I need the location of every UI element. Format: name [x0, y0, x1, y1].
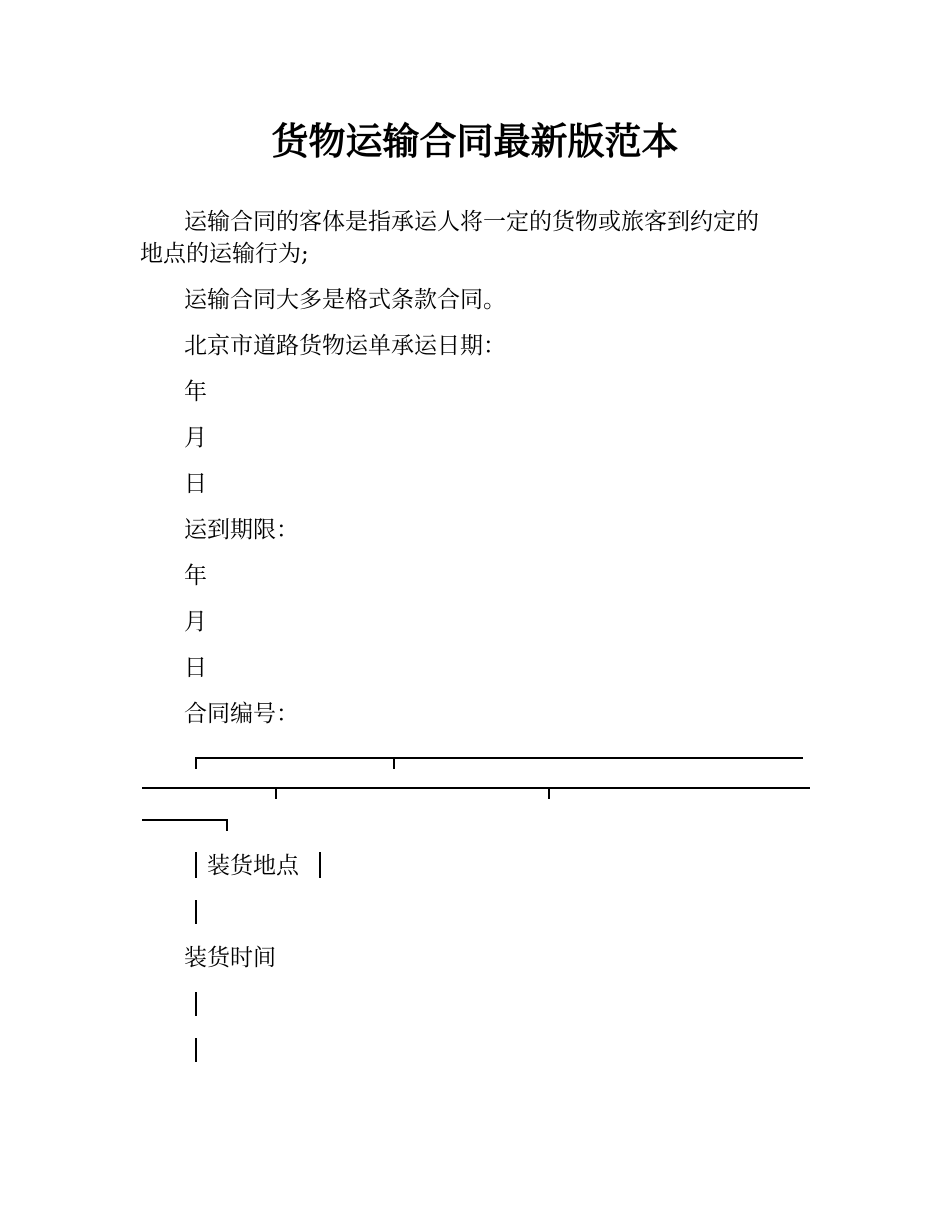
format-clause-paragraph: 运输合同大多是格式条款合同。: [184, 287, 506, 313]
cell-left-bar: [195, 852, 197, 878]
contract-number-label: 合同编号：: [184, 701, 299, 727]
deadline-label: 运到期限：: [184, 517, 299, 543]
table-bar-3: [195, 1038, 197, 1062]
day-label-1: 日: [184, 471, 207, 497]
waybill-date-label: 北京市道路货物运单承运日期：: [184, 333, 506, 359]
table-bar-1: [195, 900, 197, 924]
day-label-2: 日: [184, 655, 207, 681]
intro-paragraph-line-1: 运输合同的客体是指承运人将一定的货物或旅客到约定的: [184, 209, 759, 235]
border-corner-left: [195, 757, 197, 769]
loading-time-label: 装货时间: [184, 945, 276, 971]
border-corner-right: [226, 819, 228, 831]
year-label-1: 年: [184, 379, 207, 405]
year-label-2: 年: [184, 563, 207, 589]
border-line-row-1: [195, 757, 803, 759]
month-label-2: 月: [184, 609, 207, 635]
cell-right-bar: [319, 852, 321, 878]
border-tick-1: [393, 757, 395, 769]
border-line-row-2: [142, 787, 810, 789]
table-bar-2: [195, 992, 197, 1016]
border-tick-2: [275, 787, 277, 799]
border-tick-3: [548, 787, 550, 799]
loading-place-cell: 装货地点: [207, 853, 299, 879]
document-title: 货物运输合同最新版范本: [271, 120, 679, 163]
month-label-1: 月: [184, 425, 207, 451]
intro-paragraph-line-2: 地点的运输行为;: [140, 241, 309, 267]
border-line-row-3: [142, 819, 228, 821]
